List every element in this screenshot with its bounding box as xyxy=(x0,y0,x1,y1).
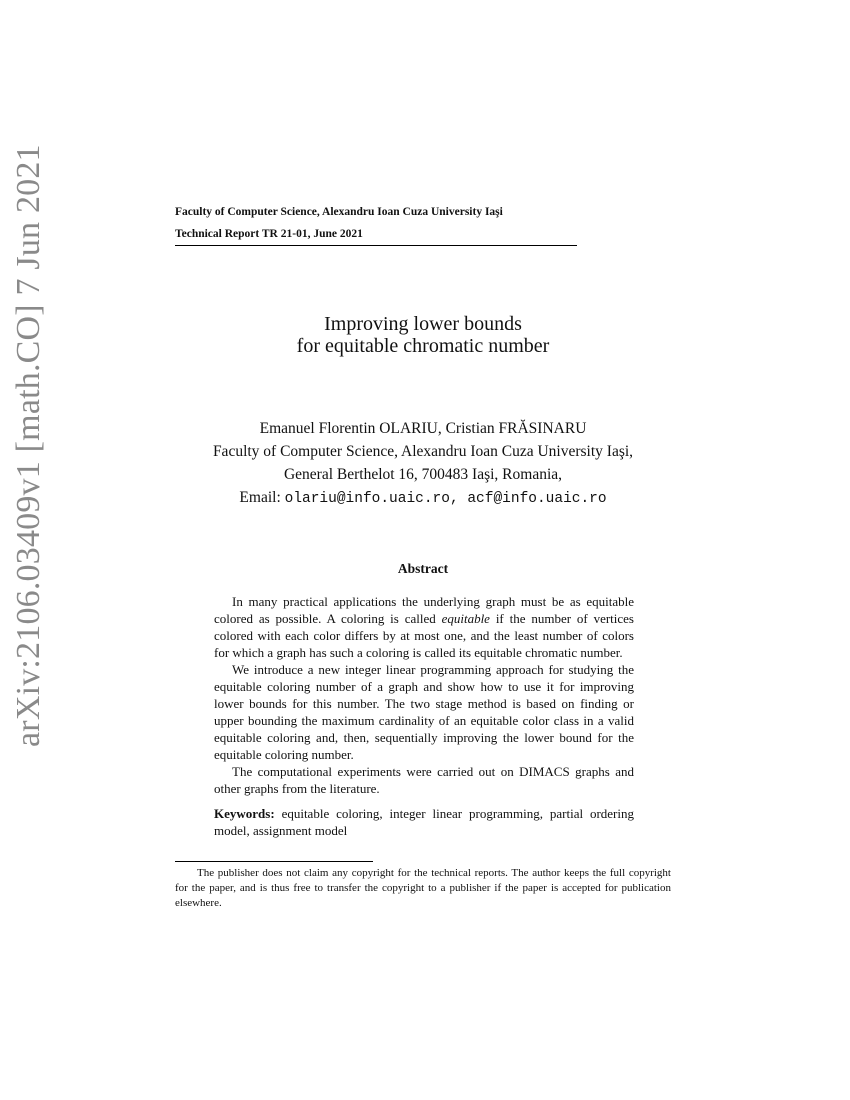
arxiv-identifier-stamp: arXiv:2106.03409v1 [math.CO] 7 Jun 2021 xyxy=(10,144,47,747)
abstract-paragraph-3: The computational experiments were carried out on DIMACS graphs and other graphs from the literature. xyxy=(214,764,634,796)
author-affiliation: Faculty of Computer Science, Alexandru Ioan Cuza University Iaşi, xyxy=(212,443,634,460)
header-institution: Faculty of Computer Science, Alexandru Ioan Cuza University Iaşi xyxy=(175,206,503,218)
abstract-p1-emphasis: equitable xyxy=(441,611,490,626)
author-emails[interactable]: olariu@info.uaic.ro, acf@info.uaic.ro xyxy=(284,491,607,507)
footnote-divider xyxy=(175,861,373,862)
abstract-body xyxy=(214,593,634,839)
abstract-p1-text-b: if the number of vertices colored with each color differs by at most one, and the least number of colors for which a graph has such a coloring is called its equitable chromatic number. xyxy=(214,611,634,660)
author-block xyxy=(150,417,696,511)
title-line-1: Improving lower bounds xyxy=(324,313,522,335)
email-label: Email: xyxy=(239,489,281,506)
keywords-line xyxy=(214,805,634,839)
paper-title xyxy=(150,313,696,357)
abstract-paragraph-1 xyxy=(214,593,634,661)
copyright-footnote: The publisher does not claim any copyright for the technical reports. The author keeps the full copyright for the paper, and is thus free to transfer the copyright to a publisher if the paper is accepted for publication elsewhere. xyxy=(175,867,671,909)
author-email-line xyxy=(150,486,696,511)
author-names: Emanuel Florentin OLARIU, Cristian FRĂSINARU xyxy=(259,420,587,437)
keywords-text: equitable coloring, integer linear programming, partial ordering model, assignment model xyxy=(214,806,635,838)
abstract-heading: Abstract xyxy=(397,561,449,576)
keywords-label: Keywords: xyxy=(214,806,275,821)
header-report-number: Technical Report TR 21-01, June 2021 xyxy=(175,228,577,246)
abstract-p1-text-a: In many practical applications the underlying graph must be as equitable colored as possible. A coloring is called xyxy=(214,594,634,626)
report-header xyxy=(175,206,577,246)
abstract-paragraph-2: We introduce a new integer linear programming approach for studying the equitable coloring number of a graph and show how to use it for improving lower bounds for this number. The two stage method is based on finding or upper bounding the maximum cardinality of an equitable color class in a valid equitable coloring and, then, sequentially improving the lower bound for the equitable coloring number. xyxy=(214,662,634,762)
author-address: General Berthelot 16, 700483 Iaşi, Romania, xyxy=(283,466,563,483)
title-line-2: for equitable chromatic number xyxy=(296,335,550,357)
